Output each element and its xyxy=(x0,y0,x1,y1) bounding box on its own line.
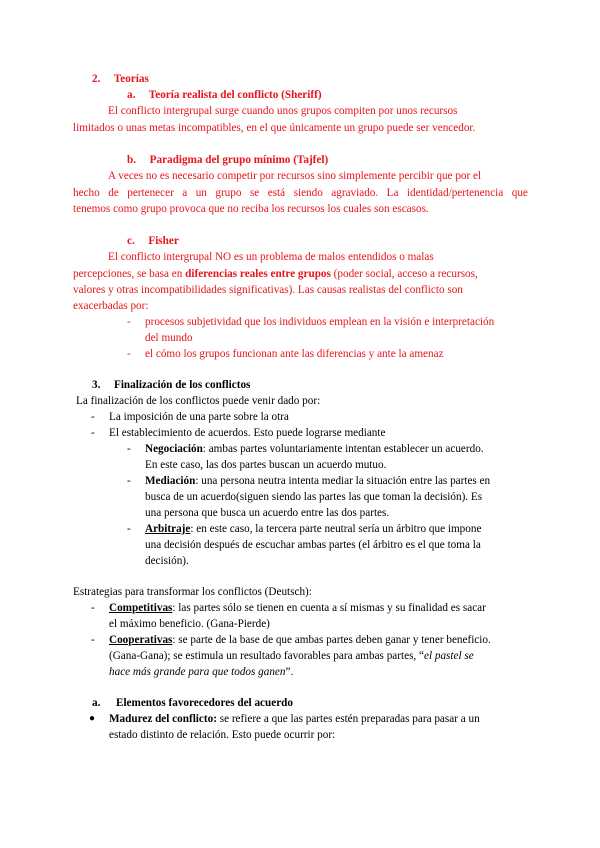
dash-bullet: - xyxy=(127,523,131,535)
dash-bullet: - xyxy=(91,427,95,439)
list-item: La imposición de una parte sobre la otra xyxy=(109,411,289,423)
list-item: Madurez del conflicto: se refiere a que las partes estén preparadas para pasar a un xyxy=(109,713,480,725)
list-item-continuation: (Gana-Gana); se estimula un resultado favorables para ambas partes, “el pastel se xyxy=(109,650,474,662)
list-item: El establecimiento de acuerdos. Esto puede lograrse mediante xyxy=(109,427,386,439)
list-item-continuation: estado distinto de relación. Esto puede ocurrir por: xyxy=(109,729,336,741)
dash-bullet: - xyxy=(91,411,95,423)
list-item-continuation: una persona que busca un acuerdo entre las dos partes. xyxy=(145,507,390,519)
bullet-dot-icon: ● xyxy=(89,713,96,724)
list-item: Cooperativas: se parte de la base de que ambas partes deben ganar y tener beneficio. xyxy=(109,634,491,646)
term-label: Mediación xyxy=(145,475,196,487)
section-3-heading: 3. Finalización de los conflictos xyxy=(92,379,251,391)
subsection-c-heading: c. Fisher xyxy=(127,235,179,247)
section-2-heading xyxy=(92,71,149,87)
list-item-continuation: el máximo beneficio. (Gana-Pierde) xyxy=(109,618,270,630)
list-item-continuation: decisión). xyxy=(145,555,189,567)
list-item-continuation: una decisión después de escuchar ambas partes (el árbitro es el que toma la xyxy=(145,539,481,551)
paragraph-line: hecho de pertenecer a un grupo se está siendo agraviado. La identidad/pertenencia que xyxy=(73,187,528,199)
list-item-continuation: hace más grande para que todos ganen”. xyxy=(109,666,294,678)
paragraph-line: percepciones, se basa en diferencias reales entre grupos (poder social, acceso a recursos, xyxy=(73,268,478,280)
dash-bullet: - xyxy=(127,316,131,328)
list-item: procesos subjetividad que los individuos emplean en la visión e interpretación xyxy=(145,316,495,328)
list-item: Competitivas: las partes sólo se tienen en cuenta a sí mismas y su finalidad es sacar xyxy=(109,602,486,614)
dash-bullet: - xyxy=(127,475,131,487)
paragraph-line: La finalización de los conflictos puede venir dado por: xyxy=(76,395,321,407)
dash-bullet: - xyxy=(127,348,131,360)
elements-heading: a. Elementos favorecedores del acuerdo xyxy=(92,697,293,709)
list-item-continuation: del mundo xyxy=(145,332,193,344)
subsection-b-heading: b. Paradigma del grupo mínimo (Tajfel) xyxy=(127,154,329,166)
paragraph-line: Estrategias para transformar los conflictos (Deutsch): xyxy=(73,586,312,598)
list-item: Arbitraje: en este caso, la tercera parte neutral sería un árbitro que impone xyxy=(145,523,482,535)
term-label: Competitivas xyxy=(109,602,173,614)
subsection-a-heading: a. Teoría realista del conflicto (Sheriff) xyxy=(127,89,322,101)
paragraph-line: limitados o unas metas incompatibles, en el que únicamente un grupo puede ser vencedor. xyxy=(73,122,476,134)
paragraph-line: A veces no es necesario competir por recursos sino simplemente percibir que por el xyxy=(108,170,482,182)
list-item: Negociación: ambas partes voluntariamente intentan establecer un acuerdo. xyxy=(145,443,484,455)
section-title: Teorías xyxy=(113,73,149,85)
term-label: Arbitraje xyxy=(145,523,191,535)
paragraph-line: El conflicto intergrupal NO es un problema de malos entendidos o malas xyxy=(108,251,434,263)
term-label: Negociación xyxy=(145,443,203,455)
paragraph-line: tenemos como grupo provoca que no reciba los recursos los cuales son escasos. xyxy=(73,203,429,215)
list-item: el cómo los grupos funcionan ante las diferencias y ante la amenaz xyxy=(145,348,444,360)
dash-bullet: - xyxy=(91,602,95,614)
paragraph-line: exacerbadas por: xyxy=(73,300,149,312)
emphasis-text: diferencias reales entre grupos xyxy=(185,268,331,280)
list-item: Mediación: una persona neutra intenta mediar la situación entre las partes en xyxy=(145,475,491,487)
paragraph-line: valores y otras incompatibilidades significativas). Las causas realistas del conflicto son xyxy=(73,284,463,296)
list-item-continuation: busca de un acuerdo(siguen siendo las partes las que toman la decisión). Es xyxy=(145,491,483,503)
term-label: Madurez del conflicto: xyxy=(109,713,217,725)
section-number: 2. xyxy=(92,73,101,85)
term-label: Cooperativas xyxy=(109,634,173,646)
list-item-continuation: En este caso, las dos partes buscan un acuerdo mutuo. xyxy=(145,459,387,471)
dash-bullet: - xyxy=(127,443,131,455)
paragraph-line: El conflicto intergrupal surge cuando unos grupos compiten por unos recursos xyxy=(108,105,458,117)
dash-bullet: - xyxy=(91,634,95,646)
